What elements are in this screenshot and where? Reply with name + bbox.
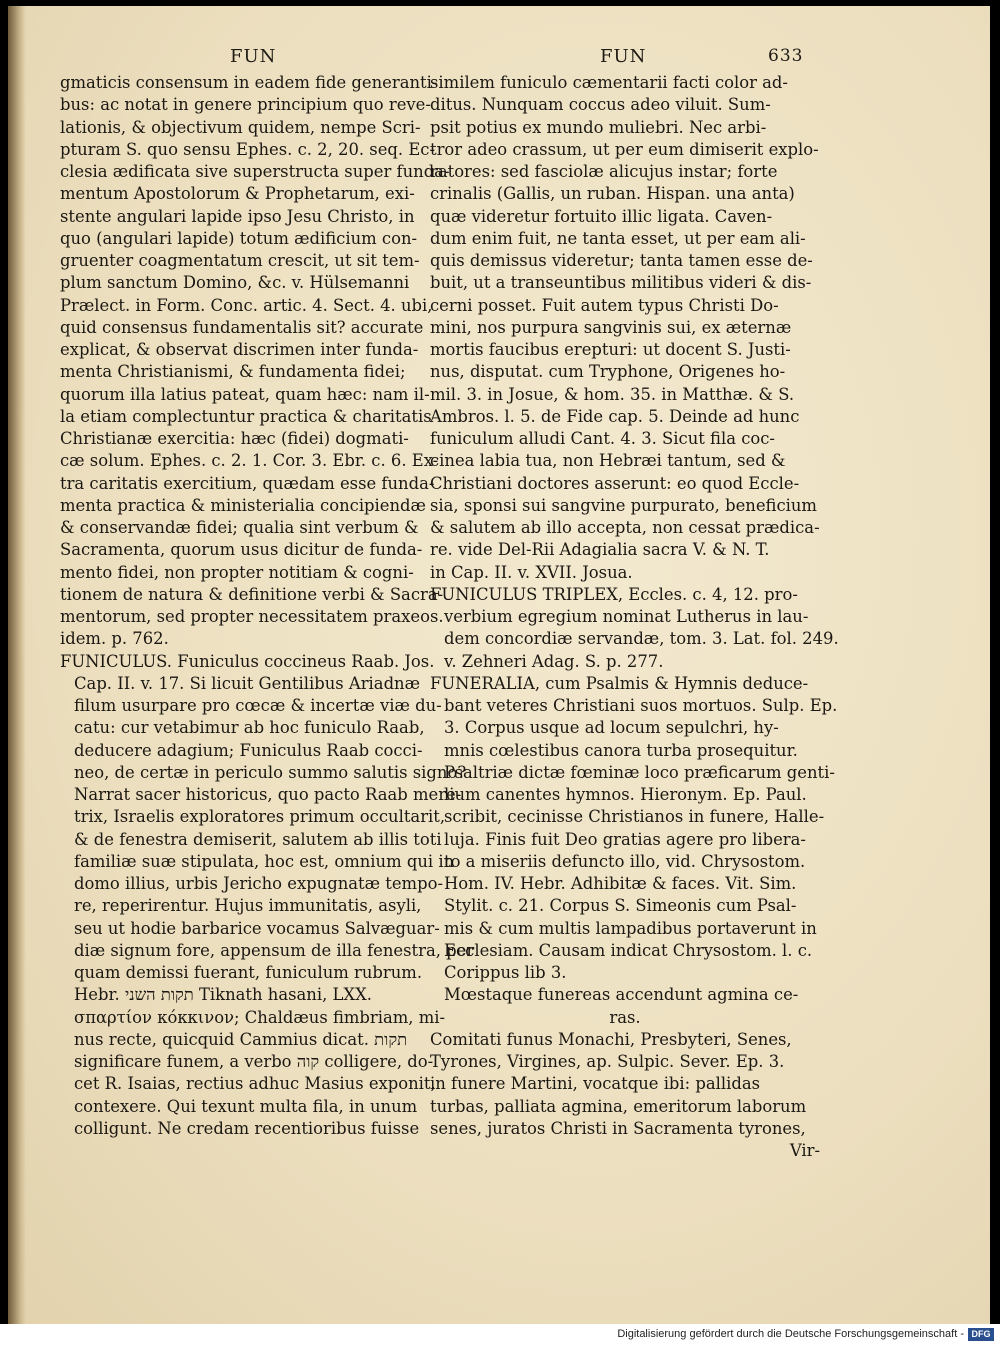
left-column-line: domo illius, urbis Jericho expugnatæ tempo- — [74, 874, 443, 893]
left-column-line: tionem de natura & definitione verbi & Sacra- — [60, 584, 444, 604]
left-column-line: neo, de certæ in periculo summo salutis signo? — [74, 762, 467, 782]
right-column-line: mis & cum multis lampadibus portaverunt in — [444, 918, 817, 938]
right-column-line: mortis faucibus erepturi: ut docent S. Justi- — [430, 340, 791, 359]
right-column-line: Christiani doctores asserunt: eo quod Eccle- — [430, 473, 800, 493]
left-column-line: seu ut hodie barbarice vocamus Salvæguar- — [74, 918, 440, 938]
left-column-line: clesia ædificata sive superstructa super funda- — [60, 162, 450, 181]
left-column-line: Cap. II. v. 17. Si licuit Gentilibus Ariadnæ — [74, 673, 421, 693]
right-column-line: lium canentes hymnos. Hieronym. Ep. Paul. — [444, 785, 807, 804]
left-column-line: Christianæ exercitia: hæc (fidei) dogmati- — [60, 429, 409, 448]
left-column-line: quam demissi fuerant, funiculum rubrum. — [74, 963, 423, 982]
right-column-line: quis demissus videretur; tanta tamen esse de- — [430, 251, 813, 270]
page-spine-shadow — [8, 6, 26, 1324]
left-column-line: deducere adagium; Funiculus Raab cocci- — [74, 740, 423, 760]
left-column-line: stente angulari lapide ipso Jesu Christo, in — [60, 206, 415, 226]
right-column-line: dem concordiæ servandæ, tom. 3. Lat. fol. 249. — [444, 629, 839, 649]
right-column-line: nus, disputat. cum Tryphone, Origenes ho- — [430, 362, 786, 382]
right-column-line: senes, juratos Christi in Sacramenta tyrones, — [430, 1118, 806, 1138]
running-head-left: FUN — [230, 46, 277, 67]
right-column-line: tror adeo crassum, ut per eum dimiserit explo- — [430, 139, 819, 159]
left-column-line: mento fidei, non propter notitiam & cogni- — [60, 562, 414, 582]
right-column-line: buit, ut a transeuntibus militibus videri & dis- — [430, 273, 812, 293]
left-column-line: trix, Israelis exploratores primum occultarit, — [74, 807, 446, 827]
right-column-line: FUNERALIA, cum Psalmis & Hymnis deduce- — [430, 673, 809, 693]
left-column-line: menta practica & ministerialia concipiendæ — [60, 495, 426, 515]
right-column-line: Tyrones, Virgines, ap. Sulpic. Sever. Ep. 3. — [430, 1052, 785, 1071]
left-column-line: cæ solum. Ephes. c. 2. 1. Cor. 3. Ebr. c. 6. Ex- — [60, 451, 439, 471]
right-column-line: re. vide Del-Rii Adagialia sacra V. & N. T. — [430, 540, 770, 560]
right-column-line: Ambros. l. 5. de Fide cap. 5. Deinde ad hunc — [430, 406, 800, 426]
left-column-line: Hebr. תקות השני Tiknath hasani, LXX. — [74, 985, 372, 1005]
left-column-line: quid consensus fundamentalis sit? accurate — [60, 317, 424, 337]
right-column-line: 3. Corpus usque ad locum sepulchri, hy- — [444, 718, 779, 738]
right-column-line: cinea labia tua, non Hebræi tantum, sed & — [430, 451, 786, 471]
left-column-line: explicat, & observat discrimen inter funda- — [60, 340, 419, 359]
left-column-line: diæ signum fore, appensum de illa fenestra, per — [74, 940, 475, 960]
left-column-line: tra caritatis exercitium, quædam esse funda- — [60, 473, 435, 493]
right-column-line: bant veteres Christiani suos mortuos. Sulp. Ep. — [444, 696, 838, 715]
right-column-line: mnis cœlestibus canora turba prosequitur. — [444, 740, 798, 760]
right-column-line: ras. — [609, 1007, 641, 1027]
left-column-line: contexere. Qui texunt multa fila, in unum — [74, 1096, 418, 1116]
right-text-column — [430, 72, 839, 1162]
right-column-line: to a miseriis defuncto illo, vid. Chrysostom. — [444, 851, 806, 871]
left-column-line: nus recte, quicquid Cammius dicat. תקות — [74, 1029, 408, 1049]
left-column-line: familiæ suæ stipulata, hoc est, omnium qui in — [74, 851, 455, 871]
left-column-line: mentorum, sed propter necessitatem praxeos. — [60, 607, 444, 626]
left-column-line: & de fenestra demiserit, salutem ab illis toti — [74, 829, 442, 849]
left-column-line: colligunt. Ne credam recentioribus fuisse — [74, 1118, 420, 1138]
left-column-line: cet R. Isaias, rectius adhuc Masius exponit, — [74, 1074, 436, 1094]
left-column-line: filum usurpare pro cœcæ & incertæ viæ du- — [74, 696, 442, 715]
right-column-line: similem funiculo cæmentarii facti color ad- — [430, 73, 788, 92]
running-head-right: FUN — [600, 46, 647, 67]
right-column-line: Hom. IV. Hebr. Adhibitæ & faces. Vit. Sim. — [444, 874, 797, 893]
left-column-line: plum sanctum Domino, &c. v. Hülsemanni — [60, 273, 410, 293]
left-column-line: & conservandæ fidei; qualia sint verbum & — [60, 518, 419, 537]
right-column-line: dum enim fuit, ne tanta esset, ut per eam ali- — [430, 228, 806, 248]
left-column-line: Narrat sacer historicus, quo pacto Raab mere- — [74, 785, 462, 804]
left-column-line: σπαρτίον κόκκινον; Chaldæus fimbriam, mi- — [74, 1007, 446, 1027]
left-column-line: quorum illa latius pateat, quam hæc: nam il- — [60, 384, 430, 404]
left-column-line: la etiam complectuntur practica & charitatis — [60, 406, 432, 426]
book-page — [8, 6, 990, 1324]
right-column-line: in Cap. II. v. XVII. Josua. — [430, 562, 633, 582]
right-column-line: scribit, cecinisse Christianos in funere, Halle- — [444, 807, 825, 827]
left-column-line: quo (angulari lapide) totum ædificium con- — [60, 228, 418, 248]
digitization-footer — [0, 1324, 1000, 1347]
right-column-line: Psaltriæ dictæ fœminæ loco præficarum genti- — [444, 762, 835, 782]
right-column-line: sia, sponsi sui sangvine purpurato, beneficium — [430, 495, 817, 515]
right-column-line: in funere Martini, vocatque ibi: pallidas — [430, 1074, 761, 1094]
right-column-line: crinalis (Gallis, un ruban. Hispan. una anta) — [430, 184, 795, 204]
left-column-line: significare funem, a verbo קוה colligere, do- — [74, 1052, 434, 1071]
right-column-line: & salutem ab illo accepta, non cessat prædica- — [430, 518, 820, 537]
right-column-line: psit potius ex mundo muliebri. Nec arbi- — [430, 117, 767, 137]
left-column-line: lationis, & objectivum quidem, nempe Scri- — [60, 117, 421, 137]
left-column-line: Prælect. in Form. Conc. artic. 4. Sect. 4. ubi, — [60, 295, 433, 315]
left-column-line: gruenter coagmentatum crescit, ut sit tem- — [60, 251, 420, 270]
right-column-line: turbas, palliata agmina, emeritorum laborum — [430, 1096, 807, 1116]
right-column-line: Corippus lib 3. — [444, 963, 567, 982]
left-column-line: catu: cur vetabimur ab hoc funiculo Raab, — [74, 718, 425, 738]
right-column-line: ditus. Nunquam coccus adeo viluit. Sum- — [430, 95, 771, 115]
left-text-column — [60, 72, 475, 1140]
left-column-line: idem. p. 762. — [60, 629, 169, 649]
right-column-line: funiculum alludi Cant. 4. 3. Sicut fila coc- — [430, 429, 775, 448]
left-column-line: re, reperirentur. Hujus immunitatis, asyli, — [74, 896, 422, 916]
right-column-line: luja. Finis fuit Deo gratias agere pro libera- — [444, 829, 806, 849]
left-column-line: menta Christianismi, & fundamenta fidei; — [60, 362, 406, 382]
right-column-line: Mœstaque funereas accendunt agmina ce- — [444, 985, 799, 1005]
right-column-line: cerni posset. Fuit autem typus Christi Do- — [430, 295, 779, 315]
left-column-line: mentum Apostolorum & Prophetarum, exi- — [60, 184, 415, 204]
right-column-line: Vir- — [789, 1141, 820, 1160]
right-column-line: quæ videretur fortuito illic ligata. Caven- — [430, 206, 773, 226]
left-column-line: FUNICULUS. Funiculus coccineus Raab. Jos. — [60, 651, 435, 671]
funding-notice: Digitalisierung gefördert durch die Deutsche Forschungsgemeinschaft - — [617, 1328, 964, 1340]
right-column-line: v. Zehneri Adag. S. p. 277. — [444, 651, 664, 671]
right-column-line: mil. 3. in Josue, & hom. 35. in Matthæ. & S. — [430, 384, 795, 404]
right-column-line: Comitati funus Monachi, Presbyteri, Senes, — [430, 1029, 792, 1049]
left-column-line: gmaticis consensum in eadem fide generanti- — [60, 73, 438, 92]
right-column-line: verbium egregium nominat Lutherus in lau- — [444, 607, 809, 626]
page-number: 633 — [768, 46, 804, 66]
left-column-line: Sacramenta, quorum usus dicitur de funda- — [60, 540, 423, 560]
left-column-line: pturam S. quo sensu Ephes. c. 2, 20. seq. Ec- — [60, 139, 436, 159]
right-column-line: mini, nos purpura sangvinis sui, ex æternæ — [430, 317, 792, 337]
left-column-line: bus: ac notat in genere principium quo reve- — [60, 95, 431, 115]
right-column-line: FUNICULUS TRIPLEX, Eccles. c. 4, 12. pro- — [430, 584, 798, 604]
right-column-line: ratores: sed fasciolæ alicujus instar; forte — [430, 162, 778, 181]
dfg-logo-icon: DFG — [968, 1328, 994, 1341]
right-column-line: Ecclesiam. Causam indicat Chrysostom. l. c. — [444, 940, 813, 960]
right-column-line: Stylit. c. 21. Corpus S. Simeonis cum Psal- — [444, 896, 797, 916]
